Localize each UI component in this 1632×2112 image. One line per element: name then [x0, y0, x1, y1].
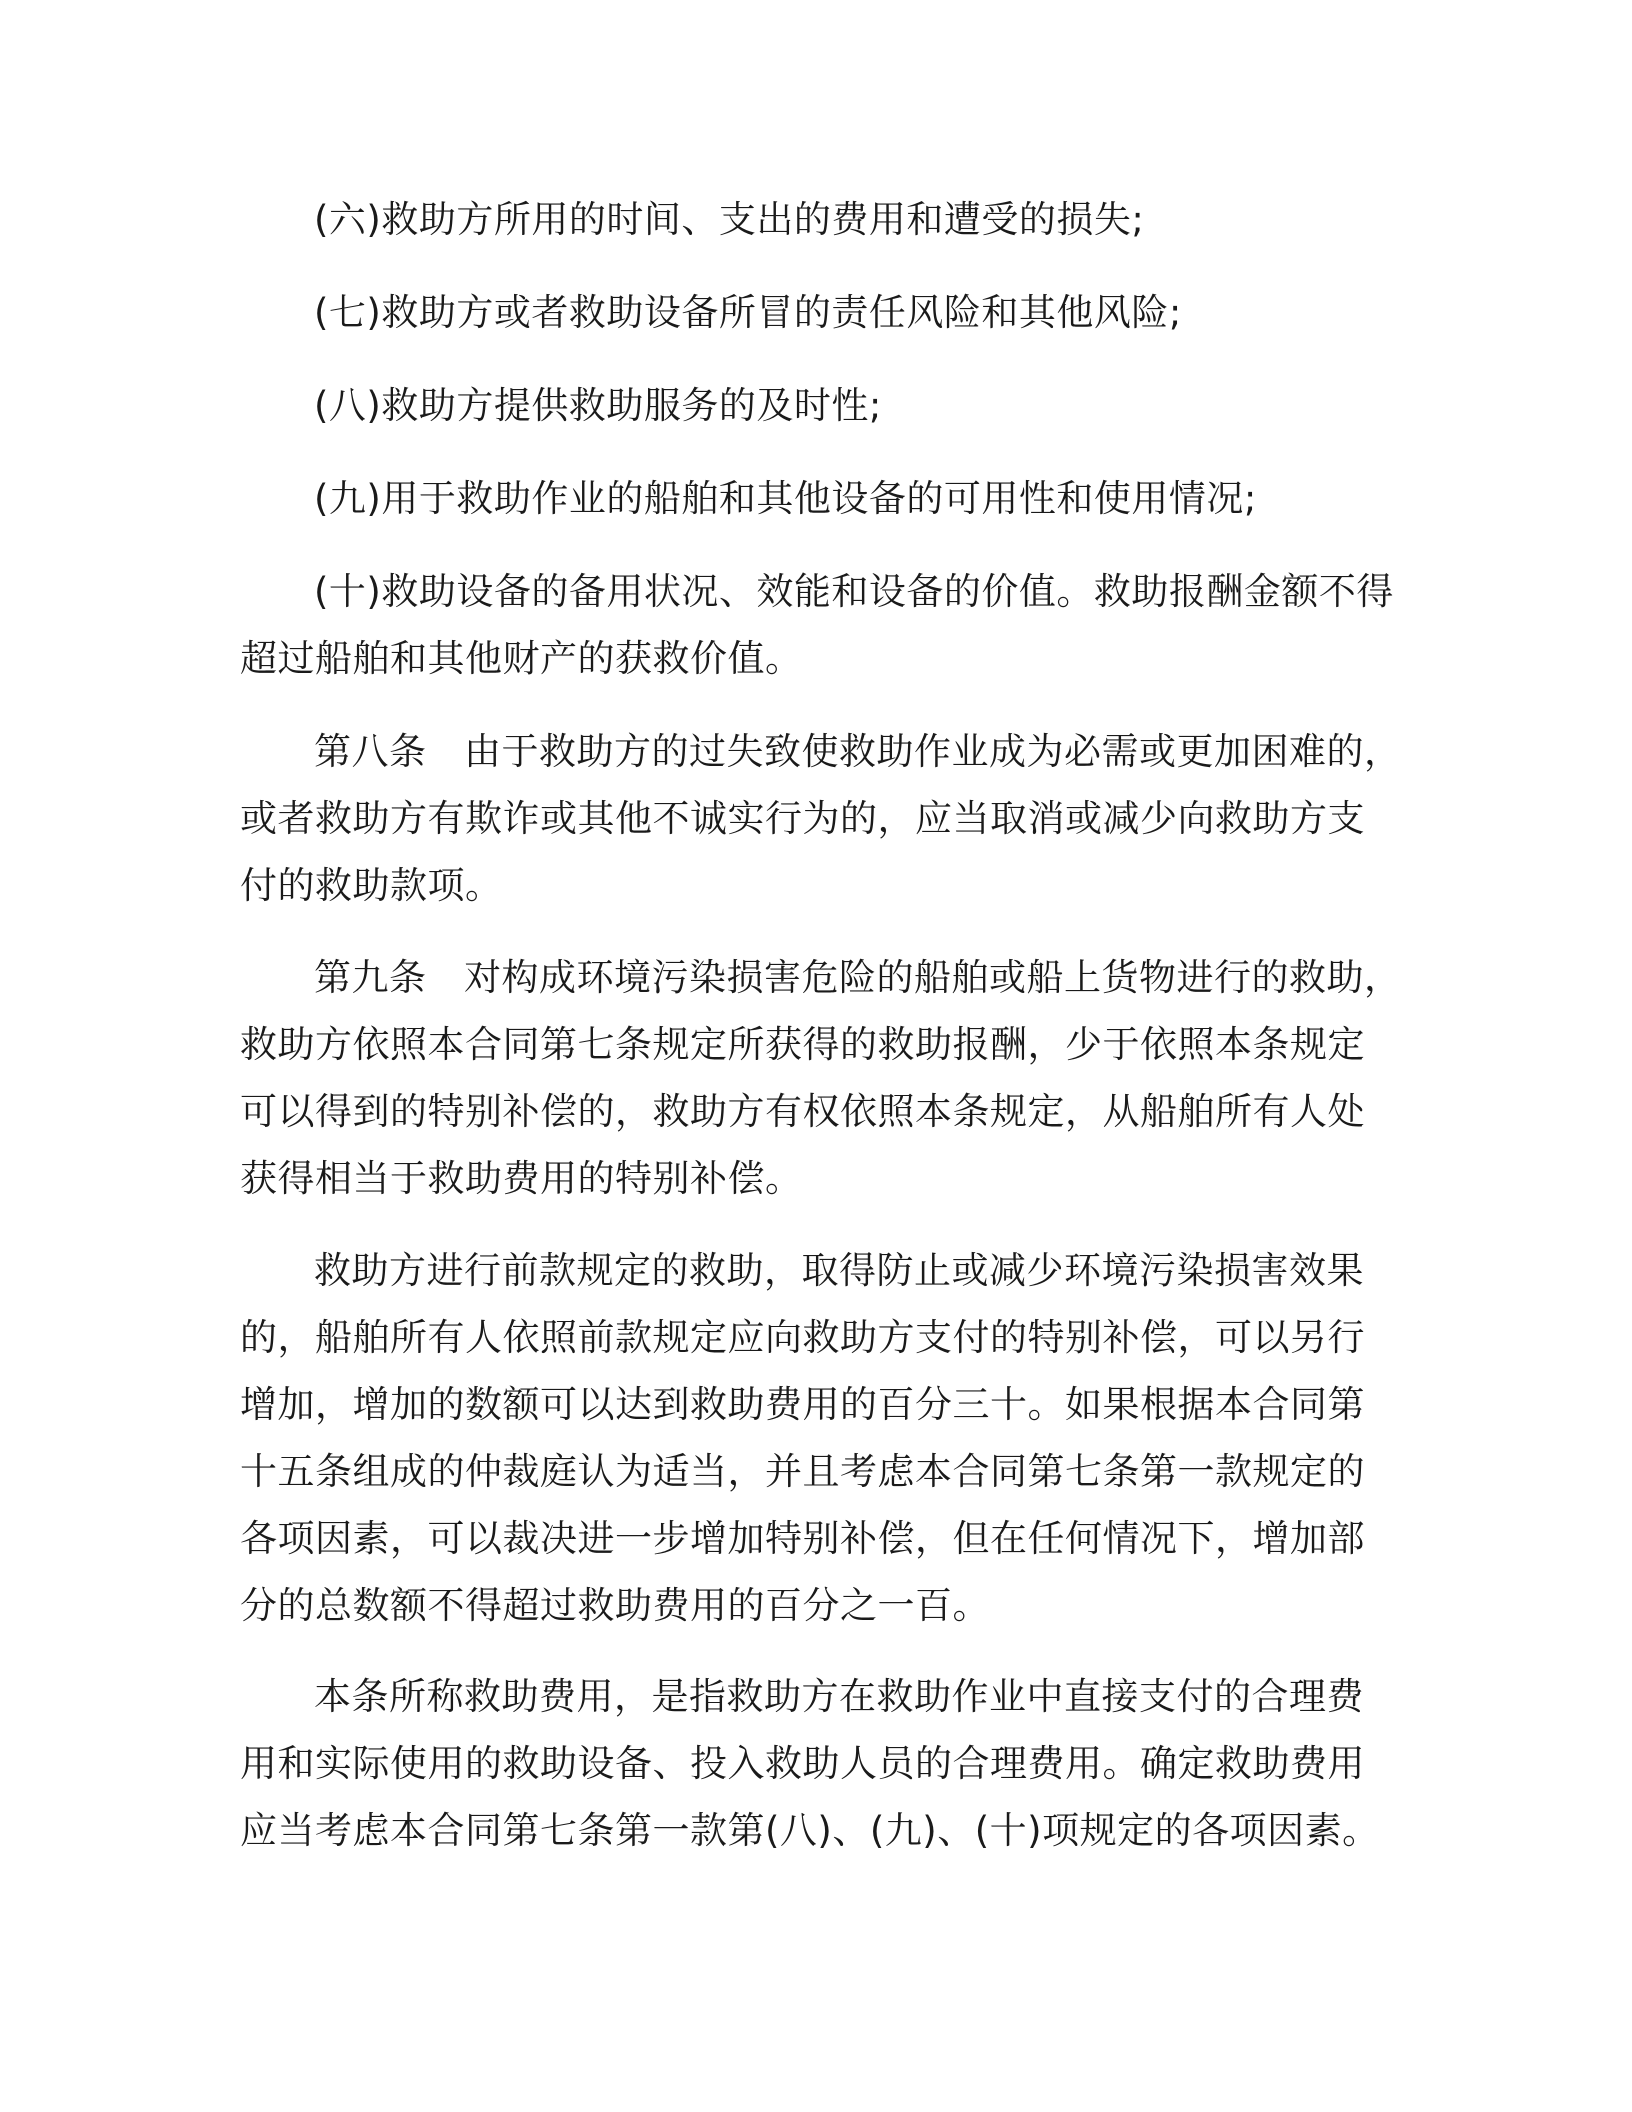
article-9-line-4: 获得相当于救助费用的特别补偿。 [240, 1157, 803, 1200]
article-8-line-3: 付的救助款项。 [240, 864, 503, 907]
article-8-line-1: 第八条 由于救助方的过失致使救助作业成为必需或更加困难的， [314, 730, 1402, 773]
paragraph-additional-compensation-line-1: 救助方进行前款规定的救助，取得防止或减少环境污染损害效果 [314, 1249, 1364, 1292]
article-9-line-3: 可以得到的特别补偿的，救助方有权依照本条规定，从船舶所有人处 [240, 1090, 1365, 1133]
paragraph-salvage-costs-line-2: 用和实际使用的救助设备、投入救助人员的合理费用。确定救助费用 [240, 1742, 1365, 1785]
article-8 [240, 718, 1402, 919]
item-9-text: (九)用于救助作业的船舶和其他设备的可用性和使用情况; [314, 477, 1257, 520]
item-8-text: (八)救助方提供救助服务的及时性; [314, 384, 882, 427]
item-6-text: (六)救助方所用的时间、支出的费用和遭受的损失; [314, 198, 1145, 241]
paragraph-salvage-costs-definition [240, 1663, 1390, 1864]
item-8 [240, 372, 1464, 439]
paragraph-additional-compensation [240, 1237, 1390, 1639]
paragraph-salvage-costs-line-1: 本条所称救助费用，是指救助方在救助作业中直接支付的合理费 [314, 1675, 1364, 1718]
item-10 [240, 558, 1394, 692]
paragraph-additional-compensation-line-5: 各项因素，可以裁决进一步增加特别补偿，但在任何情况下，增加部 [240, 1517, 1365, 1560]
article-9 [240, 944, 1402, 1212]
paragraph-additional-compensation-line-3: 增加，增加的数额可以达到救助费用的百分三十。如果根据本合同第 [240, 1383, 1365, 1426]
article-9-line-2: 救助方依照本合同第七条规定所获得的救助报酬，少于依照本条规定 [240, 1023, 1365, 1066]
item-7-text: (七)救助方或者救助设备所冒的责任风险和其他风险; [314, 291, 1182, 334]
item-6 [240, 186, 1464, 253]
item-9 [240, 465, 1464, 532]
paragraph-additional-compensation-line-4: 十五条组成的仲裁庭认为适当，并且考虑本合同第七条第一款规定的 [240, 1450, 1365, 1493]
item-10-line-2: 超过船舶和其他财产的获救价值。 [240, 637, 803, 680]
article-8-line-2: 或者救助方有欺诈或其他不诚实行为的，应当取消或减少向救助方支 [240, 797, 1365, 840]
paragraph-salvage-costs-line-3: 应当考虑本合同第七条第一款第(八)、(九)、(十)项规定的各项因素。 [240, 1809, 1380, 1852]
item-7 [240, 279, 1464, 346]
paragraph-additional-compensation-line-2: 的，船舶所有人依照前款规定应向救助方支付的特别补偿，可以另行 [240, 1316, 1365, 1359]
paragraph-additional-compensation-line-6: 分的总数额不得超过救助费用的百分之一百。 [240, 1584, 990, 1627]
item-10-line-1: (十)救助设备的备用状况、效能和设备的价值。救助报酬金额不得 [314, 570, 1394, 613]
article-9-line-1: 第九条 对构成环境污染损害危险的船舶或船上货物进行的救助， [314, 956, 1402, 999]
